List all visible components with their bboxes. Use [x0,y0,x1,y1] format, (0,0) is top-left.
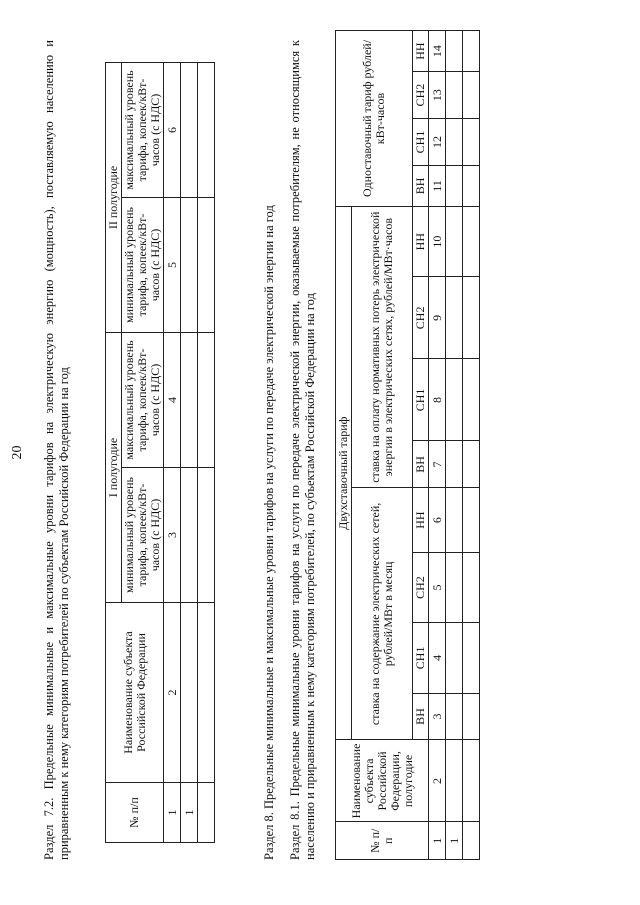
table-row [198,62,215,842]
level-nn: НН [413,206,429,276]
column-number: 13 [429,72,446,119]
level-nn: НН [413,488,429,552]
column-number: 9 [429,277,446,359]
column-number: 5 [164,197,181,332]
column-number: 1 [429,822,446,860]
column-number: 6 [164,62,181,197]
header-max-1: максимальный уровень тарифа, копеек/кВт-часов (с НДС) [122,332,164,467]
table-cell: 1 [181,783,198,843]
column-number: 3 [429,693,446,740]
level-sn1: СН1 [413,623,429,693]
column-number: 8 [429,359,446,441]
column-number: 5 [429,552,446,622]
column-number: 4 [164,332,181,467]
level-sn2: СН2 [413,72,429,119]
table-cell [181,197,198,332]
table-cell: 1 [446,822,463,860]
level-sn1: СН1 [413,119,429,166]
level-vn: ВН [413,165,429,206]
header-subject: Наименование субъекта Российской Федерации, полугодие [336,740,429,822]
column-number-row [164,62,181,842]
section-8-1-table [335,30,480,860]
column-number-row [429,31,446,860]
header-min-2: минимальный уровень тарифа, копеек/кВт-часов (с НДС) [122,197,164,332]
column-number: 10 [429,206,446,276]
table-cell [181,603,198,783]
table-row [181,62,198,842]
column-number: 7 [429,441,446,488]
section-8-title: Раздел 8. Предельные минимальные и максимальные уровни тарифов на услуги по передаче электрической энергии на год [262,205,276,860]
column-number: 4 [429,623,446,693]
header-half-2: II полугодие [106,62,122,332]
section-8-1-title: Раздел 8.1. Предельные минимальные уровни тарифов на услуги по передаче электрической энергии, оказываемые потребителям, не относящимся к населению и приравненным к нему категориям потребителей, по субъектам Российской Федерации на год [288,40,317,860]
table-cell [181,468,198,603]
header-two-part-tariff: Двухставочный тариф [336,206,352,739]
column-number: 1 [164,783,181,843]
table-cell [181,332,198,467]
header-loss-rate: ставка на оплату нормативных потерь электрической энергии в электрических сетях, рублей/МВт·часов [352,206,413,487]
level-vn: ВН [413,693,429,740]
level-sn2: СН2 [413,552,429,622]
page-number: 20 [10,445,25,460]
column-number: 6 [429,488,446,552]
header-half-1: I полугодие [106,332,122,602]
header-maintenance-rate: ставка на содержание электрических сетей, рублей/МВт в месяц [352,488,413,740]
table-row [446,31,463,860]
table-cell [181,62,198,197]
header-max-2: максимальный уровень тарифа, копеек/кВт-часов (с НДС) [122,62,164,197]
column-number: 3 [164,468,181,603]
column-number: 2 [164,603,181,783]
column-number: 14 [429,31,446,72]
section-7-2-table [105,62,215,843]
section-7-2-title: Раздел 7.2. Предельные минимальные и максимальные уровни тарифов на электрическую энергию (мощность), поставляемую населению и приравненным к нему категориям потребителей по субъектам Российской Федерации на год [42,40,71,860]
header-subject: Наименование субъекта Российской Федерации [106,603,164,783]
level-sn2: СН2 [413,277,429,359]
header-min-1: минимальный уровень тарифа, копеек/кВт-часов (с НДС) [122,468,164,603]
header-single-rate-tariff: Одноставочный тариф рублей/кВт-часов [336,31,413,207]
table-row [463,31,480,860]
level-nn: НН [413,31,429,72]
level-sn1: СН1 [413,359,429,441]
column-number: 2 [429,740,446,822]
header-num: № п/п [106,783,164,843]
header-num: № п/п [336,822,429,860]
level-vn: ВН [413,441,429,488]
column-number: 12 [429,119,446,166]
column-number: 11 [429,165,446,206]
